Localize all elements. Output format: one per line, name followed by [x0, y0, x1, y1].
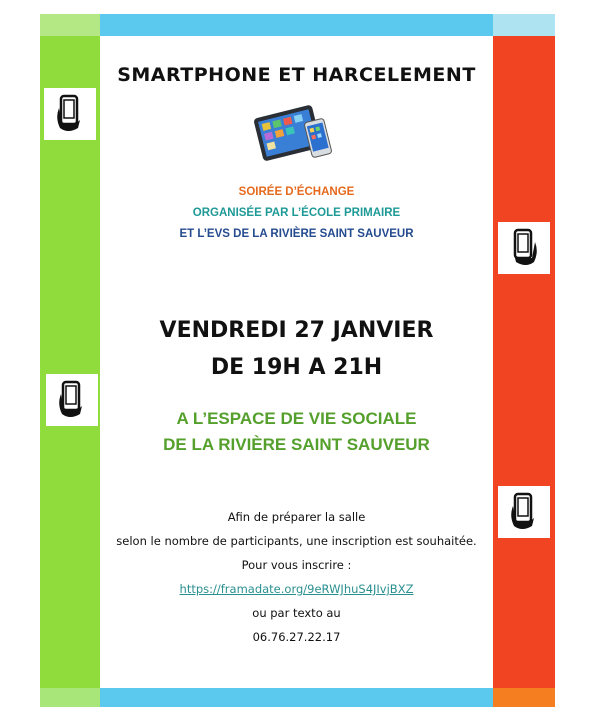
hand-holding-phone-icon — [506, 228, 542, 268]
hand-phone-icon-right-bottom — [498, 486, 550, 538]
right-top-corner-band — [493, 14, 555, 36]
hand-holding-phone-icon — [52, 94, 88, 134]
hand-phone-icon-left-bottom — [46, 374, 98, 426]
venue-line-1: A L’ESPACE DE VIE SOCIALE — [176, 409, 417, 428]
hand-holding-phone-icon — [506, 492, 542, 532]
hand-holding-phone-icon — [54, 380, 90, 420]
right-bottom-corner-band — [493, 688, 555, 707]
subtitle-line-3: ET L’EVS DE LA RIVIÈRE SAINT SAUVEUR — [179, 228, 414, 240]
right-color-band — [493, 36, 555, 688]
registration-link[interactable]: https://framadate.org/9eRWJhuS4JIvjBXZ — [179, 582, 414, 596]
info-line-2: selon le nombre de participants, une inscription est souhaitée. — [116, 534, 477, 548]
top-color-band — [100, 14, 493, 36]
tablet-and-phone-icon — [252, 102, 338, 164]
subtitle-line-2: ORGANISÉE PAR L’ÉCOLE PRIMAIRE — [192, 207, 401, 219]
event-time: DE 19H A 21H — [210, 355, 383, 380]
subtitle-line-1: SOIRÉE D’ÉCHANGE — [238, 186, 355, 198]
hand-phone-icon-left-top — [44, 88, 96, 140]
left-top-corner-band — [40, 14, 100, 36]
info-line-1: Afin de préparer la salle — [227, 510, 366, 524]
left-bottom-corner-band — [40, 688, 100, 707]
event-date: VENDREDI 27 JANVIER — [159, 318, 434, 343]
info-line-5: ou par texto au — [252, 606, 341, 620]
venue-line-2: DE LA RIVIÈRE SAINT SAUVEUR — [163, 435, 430, 454]
poster-title: SMARTPHONE ET HARCELEMENT — [117, 64, 476, 86]
phone-number: 06.76.27.22.17 — [252, 630, 341, 644]
hand-phone-icon-right-top — [498, 222, 550, 274]
info-line-3: Pour vous inscrire : — [241, 558, 352, 572]
bottom-color-band — [100, 688, 493, 707]
